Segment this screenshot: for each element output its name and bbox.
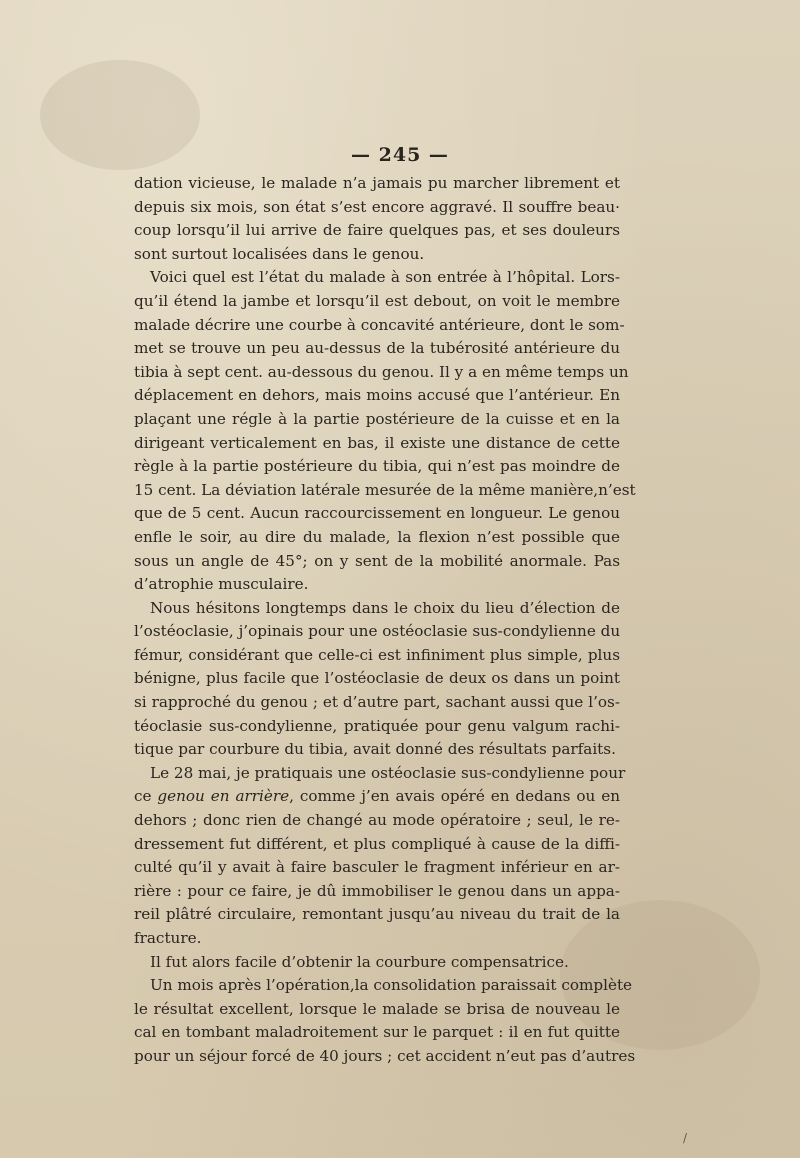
text-line: coup lorsqu’il lui arrive de faire quelques pas, et ses douleurs (134, 221, 620, 240)
text-line: Voici quel est l’état du malade à son entrée à l’hôpital. Lors- (150, 268, 620, 287)
text-line: téoclasie sus-condylienne, pratiquée pour genu valgum rachi- (134, 716, 620, 735)
text-line: sont surtout localisées dans le genou. (134, 244, 425, 263)
text-line: plaçant une régle à la partie postérieure de la cuisse et en la (134, 409, 620, 428)
italic-phrase: genou en arrière (157, 787, 290, 806)
text-line: le résultat excellent, lorsque le malade se brisa de nouveau le (134, 999, 620, 1018)
text-line: Un mois après l’opération,la consolidation paraissait complète (150, 976, 633, 995)
text-line: dirigeant verticalement en bas, il existe une distance de cette (134, 433, 620, 452)
text-line: Nous hésitons longtemps dans le choix du lieu d’élection de (150, 598, 620, 617)
text-line: dation vicieuse, le malade n’a jamais pu marcher librement et (134, 174, 620, 192)
text-line: sous un angle de 45°; on y sent de la mobilité anormale. Pas (134, 551, 620, 570)
text-line: l’ostéoclasie, j’opinais pour une ostéoclasie sus-condylienne du (134, 622, 621, 641)
text-line: tibia à sept cent. au-dessous du genou. Il y a en même temps un (134, 362, 629, 381)
text-line: reil plâtré circulaire, remontant jusqu’au niveau du trait de la (134, 905, 620, 924)
text-line: depuis six mois, son état s’est encore aggravé. Il souffre beau· (134, 197, 620, 216)
text-line: tique par courbure du tibia, avait donné des résultats parfaits. (134, 740, 616, 759)
text-line: fémur, considérant que celle-ci est infiniment plus simple, plus (134, 645, 620, 664)
text-line: dehors ; donc rien de changé au mode opératoire ; seul, le re- (134, 811, 620, 830)
text-segment: ce (134, 787, 158, 806)
text-line: dressement fut différent, et plus compliqué à cause de la diffi- (134, 834, 620, 853)
body-text (134, 172, 636, 1069)
page-number: — 245 — (351, 144, 449, 166)
text-line: bénigne, plus facile que l’ostéoclasie de deux os dans un point (134, 669, 620, 688)
text-line: met se trouve un peu au-dessus de la tubérosité antérieure du (134, 339, 620, 358)
text-line: si rapproché du genou ; et d’autre part, sachant aussi que l’os- (134, 693, 620, 712)
text-line: enfle le soir, au dire du malade, la flexion n’est possible que (134, 527, 620, 546)
pencil-mark: / (682, 1131, 687, 1145)
text-line: qu’il étend la jambe et lorsqu’il est debout, on voit le membre (134, 291, 620, 310)
text-line: fracture. (134, 929, 202, 947)
text-line: 15 cent. La déviation latérale mesurée de la même manière,n’est (134, 480, 636, 499)
text-line: Le 28 mai, je pratiquais une ostéoclasie sus-condylienne pour (150, 763, 626, 782)
text-line: Il fut alors facile d’obtenir la courbure compensatrice. (150, 952, 569, 971)
text-line: cal en tombant maladroitement sur le parquet : il en fut quitte (134, 1023, 620, 1042)
text-line: pour un séjour forcé de 40 jours ; cet accident n’eut pas d’autres (134, 1046, 636, 1065)
text-line: règle à la partie postérieure du tibia, qui n’est pas moindre de (134, 457, 620, 476)
text-line: que de 5 cent. Aucun raccourcissement en longueur. Le genou (134, 504, 620, 523)
text-line: culté qu’il y avait à faire basculer le fragment inférieur en ar- (134, 858, 620, 877)
text-line: déplacement en dehors, mais moins accusé que l’antérieur. En (134, 386, 620, 405)
text-line: rière : pour ce faire, je dû immobiliser le genou dans un appa- (134, 881, 620, 900)
text-line: d’atrophie musculaire. (134, 575, 309, 594)
text-line: malade décrire une courbe à concavité antérieure, dont le som- (134, 315, 625, 334)
text-line (134, 785, 620, 809)
text-segment: , comme j’en avais opéré en dedans ou en (289, 787, 621, 806)
